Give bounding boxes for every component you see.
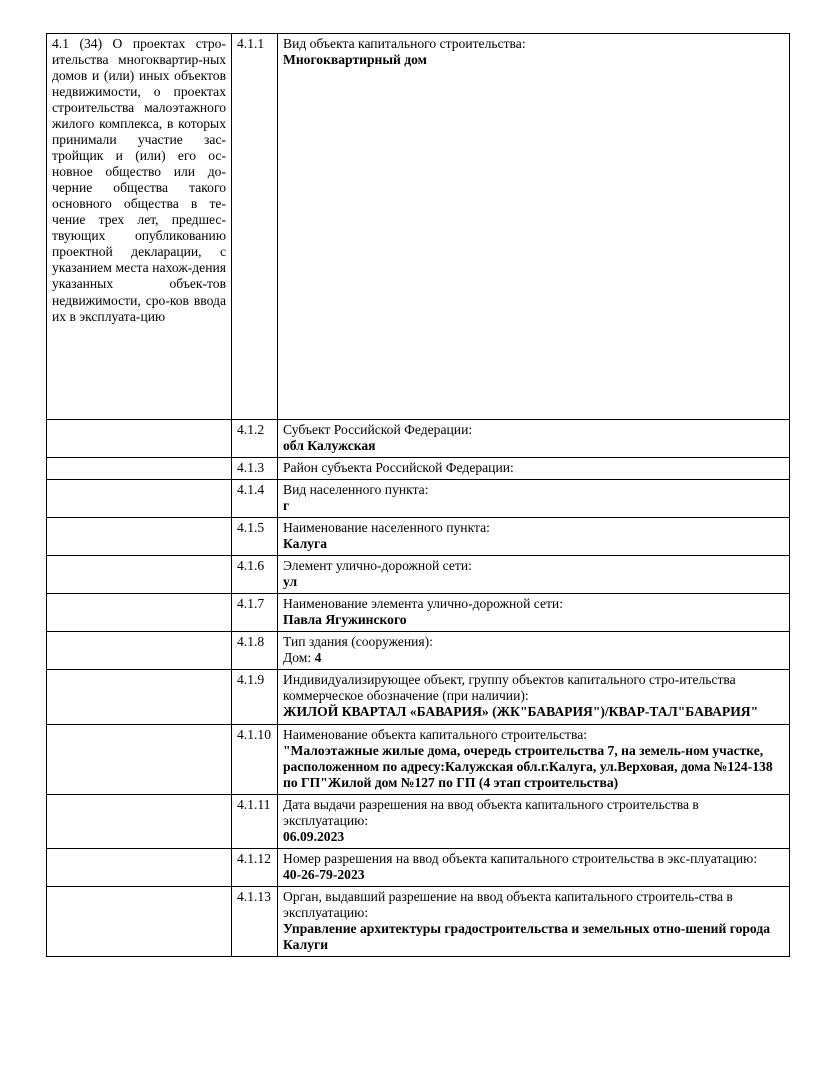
declaration-table (46, 33, 790, 957)
row-number-cell: 4.1.11 (232, 794, 278, 848)
table-row (47, 420, 790, 458)
row-label: Наименование населенного пункта: (283, 520, 490, 536)
row-value-cell (278, 670, 790, 724)
empty-description-cell (47, 556, 232, 594)
row-value: ул (283, 574, 298, 590)
row-value-cell (278, 794, 790, 848)
row-value: Многоквартирный дом (283, 52, 427, 68)
row-value: обл Калужская (283, 438, 376, 454)
row-value: Калуга (283, 536, 327, 552)
empty-description-cell (47, 480, 232, 518)
row-label: Наименование объекта капитального строительства: (283, 726, 588, 742)
row-value-cell (278, 556, 790, 594)
empty-description-cell (47, 848, 232, 886)
row-value: 06.09.2023 (283, 828, 345, 844)
row-value-cell (278, 724, 790, 794)
section-description-cell: 4.1 (34) О проектах стро-ительства многоквартир-ных домов и (или) иных объектов недвижимости, о проектах строительства малоэтажного жилого комплекса, в которых принимали участие зас-тройщик и (или) его ос-новное общество или до-черние общества такого основного общества в те-чение трех лет, предшес-твующих опубликованию проектной декларации, с указанием места нахож-дения указанных объек-тов недвижимости, сро-ков ввода их в эксплуата-цию (47, 34, 232, 420)
row-value: 40-26-79-2023 (283, 866, 365, 882)
table-row (47, 594, 790, 632)
empty-description-cell (47, 794, 232, 848)
row-value-cell (278, 420, 790, 458)
row-label: Элемент улично-дорожной сети: (283, 558, 472, 574)
row-number-cell: 4.1.13 (232, 886, 278, 956)
row-label: Субъект Российской Федерации: (283, 422, 473, 437)
table-row (47, 794, 790, 848)
row-inline-label: Дом: (283, 650, 315, 666)
row-value: Павла Ягужинского (283, 612, 407, 628)
row-value-cell (278, 34, 790, 420)
row-number-cell: 4.1.9 (232, 670, 278, 724)
table-row (47, 480, 790, 518)
row-label: Орган, выдавший разрешение на ввод объекта капитального строитель-ства в эксплуатацию: (283, 888, 733, 920)
row-value: Управление архитектуры градостроительства и земельных отно-шений города Калуги (283, 920, 771, 952)
row-label: Индивидуализирующее объект, группу объектов капитального стро-ительства коммерческое обозначение (при наличии): (283, 672, 736, 704)
empty-description-cell (47, 518, 232, 556)
table-row (47, 518, 790, 556)
row-number-cell: 4.1.1 (232, 34, 278, 420)
row-label: Вид населенного пункта: (283, 482, 429, 498)
empty-description-cell (47, 886, 232, 956)
row-number-cell: 4.1.6 (232, 556, 278, 594)
table-row (47, 886, 790, 956)
row-value: г (283, 498, 290, 514)
row-number-cell: 4.1.5 (232, 518, 278, 556)
row-value-cell (278, 480, 790, 518)
row-number-cell: 4.1.4 (232, 480, 278, 518)
row-label: Вид объекта капитального строительства: (283, 36, 526, 51)
row-value-cell (278, 458, 790, 480)
table-row (47, 848, 790, 886)
empty-description-cell (47, 420, 232, 458)
empty-description-cell (47, 670, 232, 724)
empty-description-cell (47, 458, 232, 480)
row-label: Номер разрешения на ввод объекта капитального строительства в экс-плуатацию: (283, 850, 758, 866)
row-number-cell: 4.1.10 (232, 724, 278, 794)
empty-description-cell (47, 632, 232, 670)
table-row (47, 632, 790, 670)
row-value-cell (278, 518, 790, 556)
row-number-cell: 4.1.7 (232, 594, 278, 632)
table-row (47, 724, 790, 794)
empty-description-cell (47, 724, 232, 794)
row-number-cell: 4.1.12 (232, 848, 278, 886)
row-label: Тип здания (сооружения): (283, 634, 433, 650)
row-value-cell (278, 848, 790, 886)
table-row (47, 670, 790, 724)
table-row (47, 34, 790, 420)
row-value-cell (278, 594, 790, 632)
row-value: ЖИЛОЙ КВАРТАЛ «БАВАРИЯ» (ЖК"БАВАРИЯ")/КВАР-ТАЛ"БАВАРИЯ" (283, 704, 759, 720)
table-row (47, 556, 790, 594)
row-label: Наименование элемента улично-дорожной сети: (283, 596, 563, 612)
row-value: "Малоэтажные жилые дома, очередь строительства 7, на земель-ном участке, расположенном по адресу:Калужская обл.г.Калуга, ул.Верховая, дома №124-138 по ГП"Жилой дом №127 по ГП (4 этап строительства) (283, 742, 773, 790)
row-number-cell: 4.1.2 (232, 420, 278, 458)
row-value-cell (278, 886, 790, 956)
row-number-cell: 4.1.3 (232, 458, 278, 480)
row-label: Дата выдачи разрешения на ввод объекта капитального строительства в эксплуатацию: (283, 796, 699, 828)
table-row (47, 458, 790, 480)
empty-description-cell (47, 594, 232, 632)
row-number-cell: 4.1.8 (232, 632, 278, 670)
row-value-cell (278, 632, 790, 670)
row-label: Район субъекта Российской Федерации: (283, 460, 514, 476)
row-value: 4 (314, 650, 322, 666)
